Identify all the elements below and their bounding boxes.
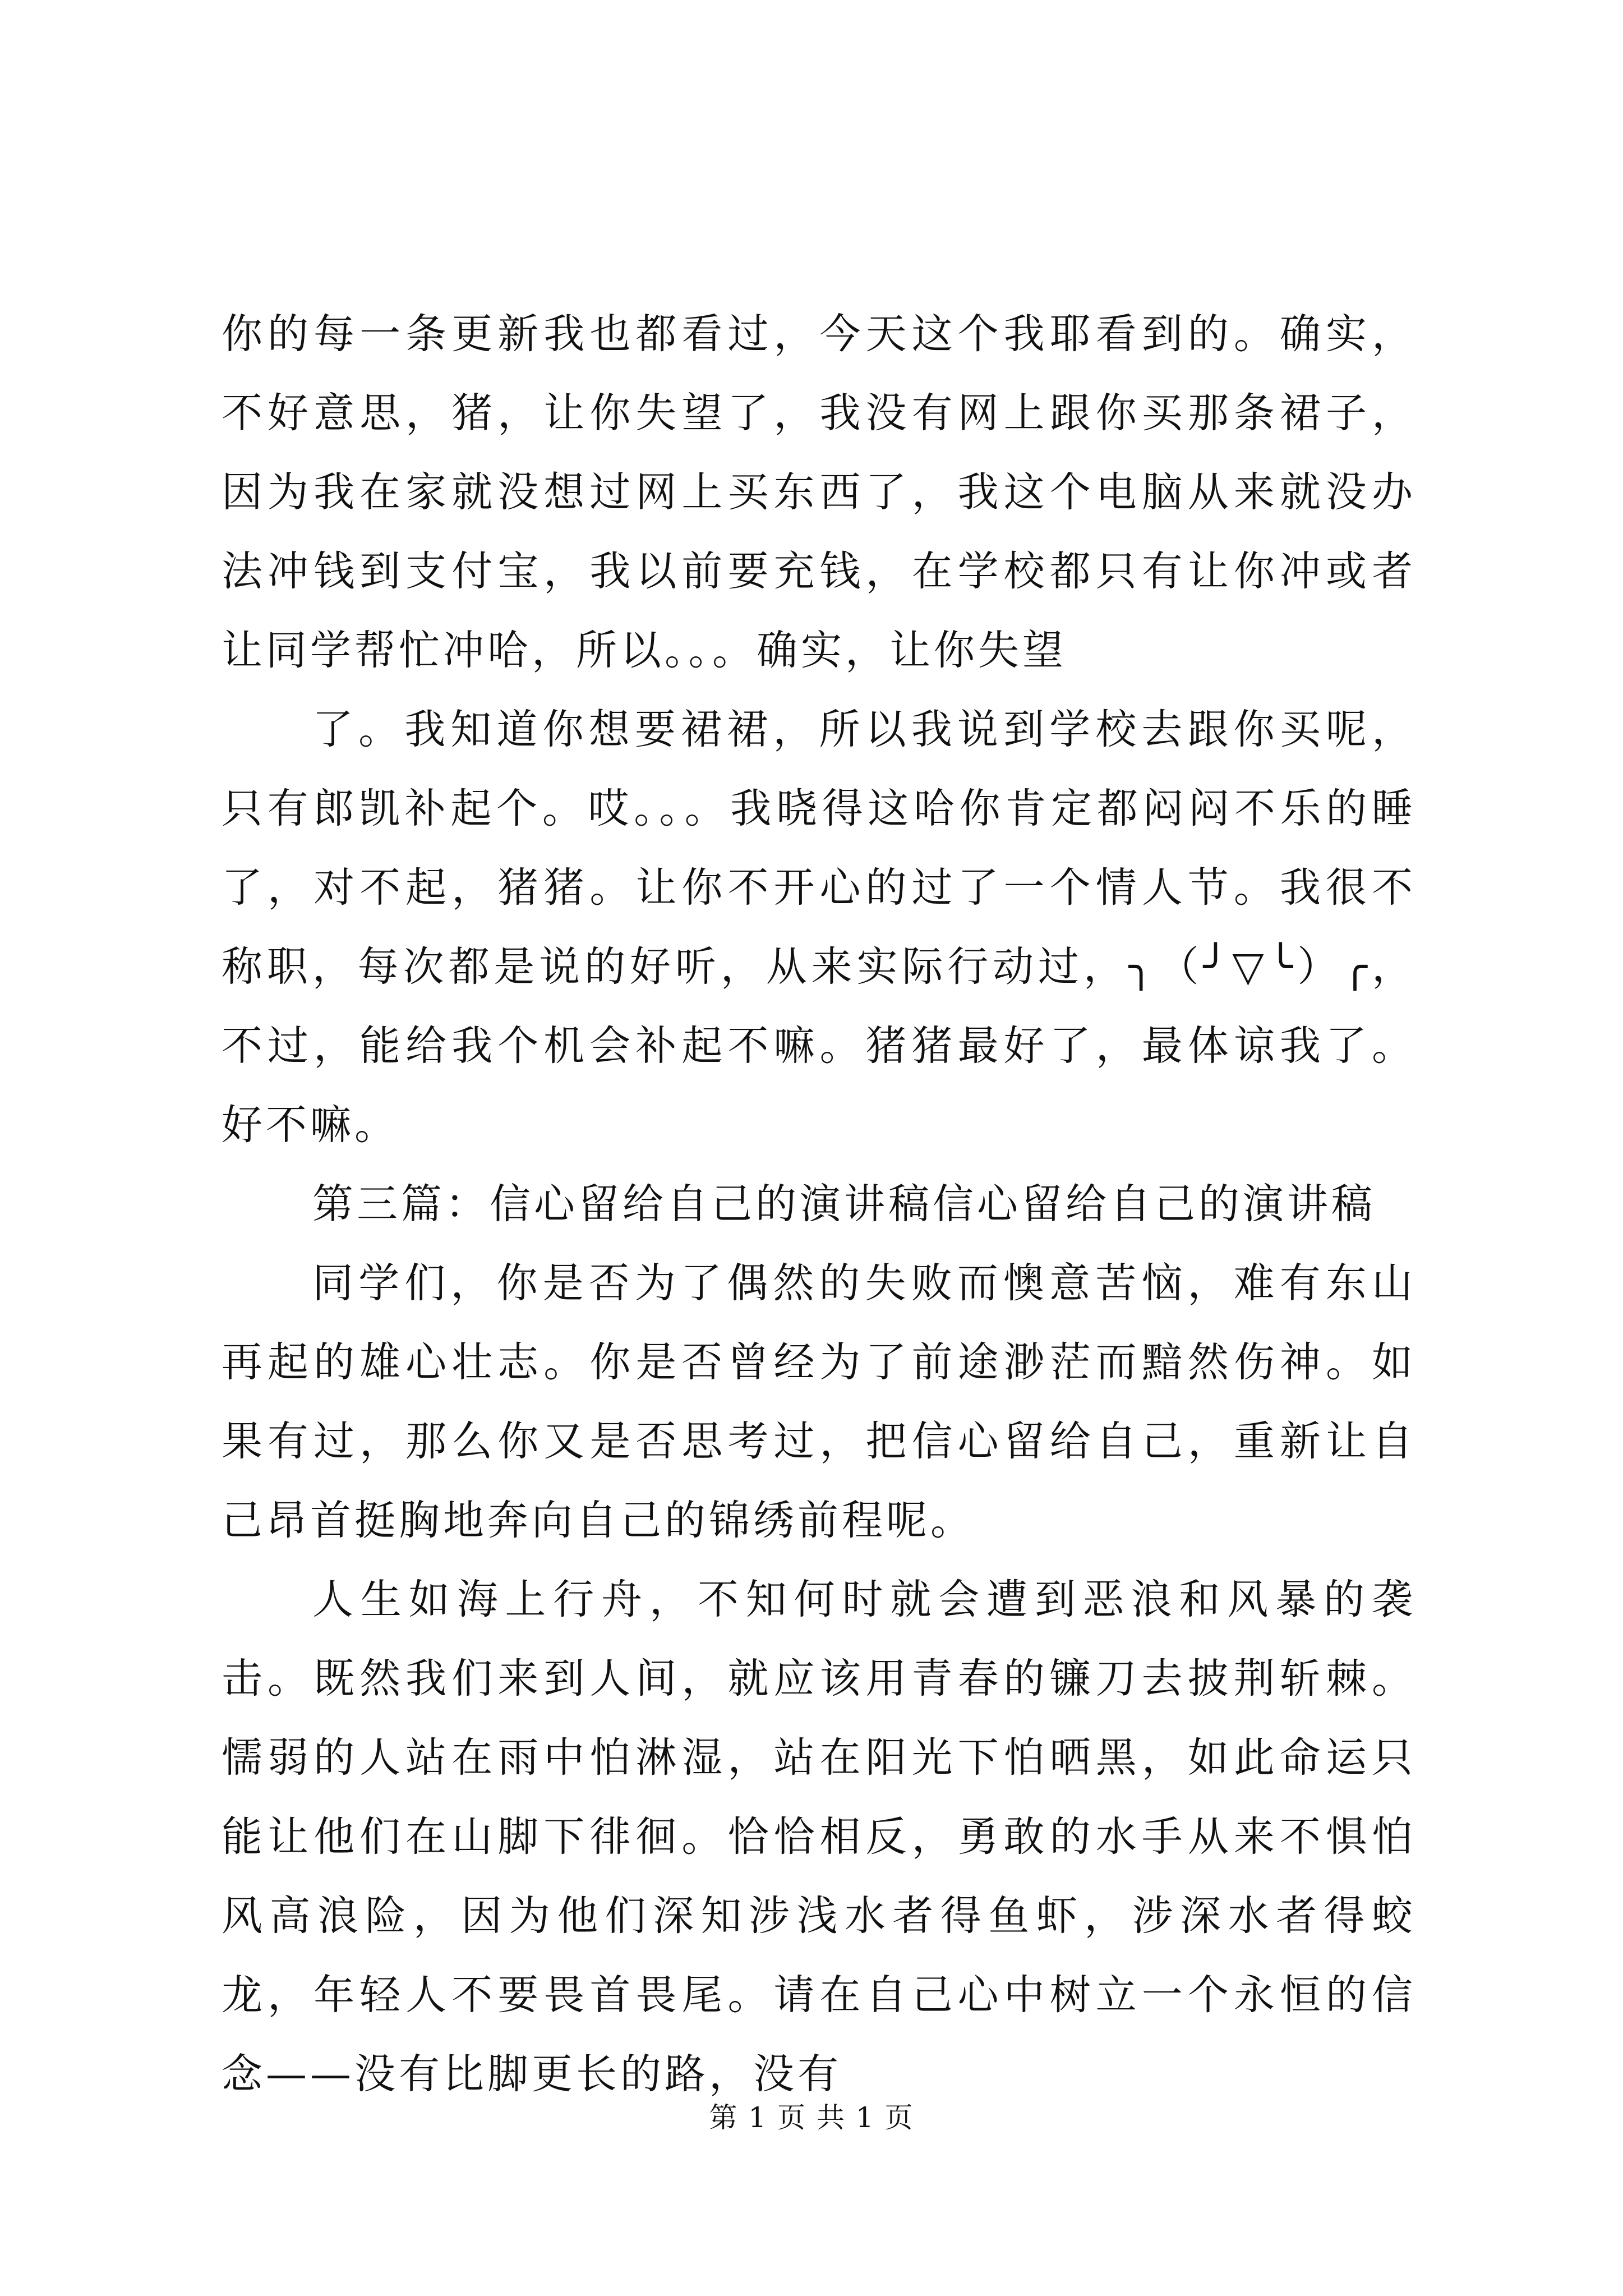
- paragraph-4: 人生如海上行舟，不知何时就会遭到恶浪和风暴的袭击。既然我们来到人间，就应该用青春的镰刀去披荆斩棘。懦弱的人站在雨中怕淋湿，站在阳光下怕晒黑，如此命运只能让他们在山脚下徘徊。恰恰相反，勇敢的水手从来不惧怕风高浪险，因为他们深知涉浅水者得鱼虾，涉深水者得蛟龙，年轻人不要畏首畏尾。请在自己心中树立一个永恒的信念——没有比脚更长的路，没有: [222, 1576, 1416, 2098]
- section-heading: 第三篇：信心留给自己的演讲稿信心留给自己的演讲稿: [312, 1180, 1376, 1228]
- document-body: [222, 295, 1416, 2114]
- page-footer: 第 1 页 共 1 页: [709, 2101, 914, 2134]
- paragraph-3: 同学们，你是否为了偶然的失败而懊意苦恼，难有东山再起的雄心壮志。你是否曾经为了前途渺茫而黯然伤神。如果有过，那么你又是否思考过，把信心留给自己，重新让自己昂首挺胸地奔向自己的锦绣前程呢。: [222, 1259, 1416, 1544]
- paragraph-2: 了。我知道你想要裙裙，所以我说到学校去跟你买呢，只有郎凯补起个。哎。。。我晓得这哈你肯定都闷闷不乐的睡了，对不起，猪猪。让你不开心的过了一个情人节。我很不称职，每次都是说的好听，从来实际行动过，╮（╯▽╰）╭，不过，能给我个机会补起不嘛。猪猪最好了，最体谅我了。好不嘛。: [222, 706, 1416, 1149]
- paragraph-1: 你的每一条更新我也都看过，今天这个我耶看到的。确实，不好意思，猪，让你失望了，我没有网上跟你买那条裙子，因为我在家就没想过网上买东西了，我这个电脑从来就没办法冲钱到支付宝，我以前要充钱，在学校都只有让你冲或者让同学帮忙冲哈，所以。。。确实，让你失望: [222, 310, 1416, 674]
